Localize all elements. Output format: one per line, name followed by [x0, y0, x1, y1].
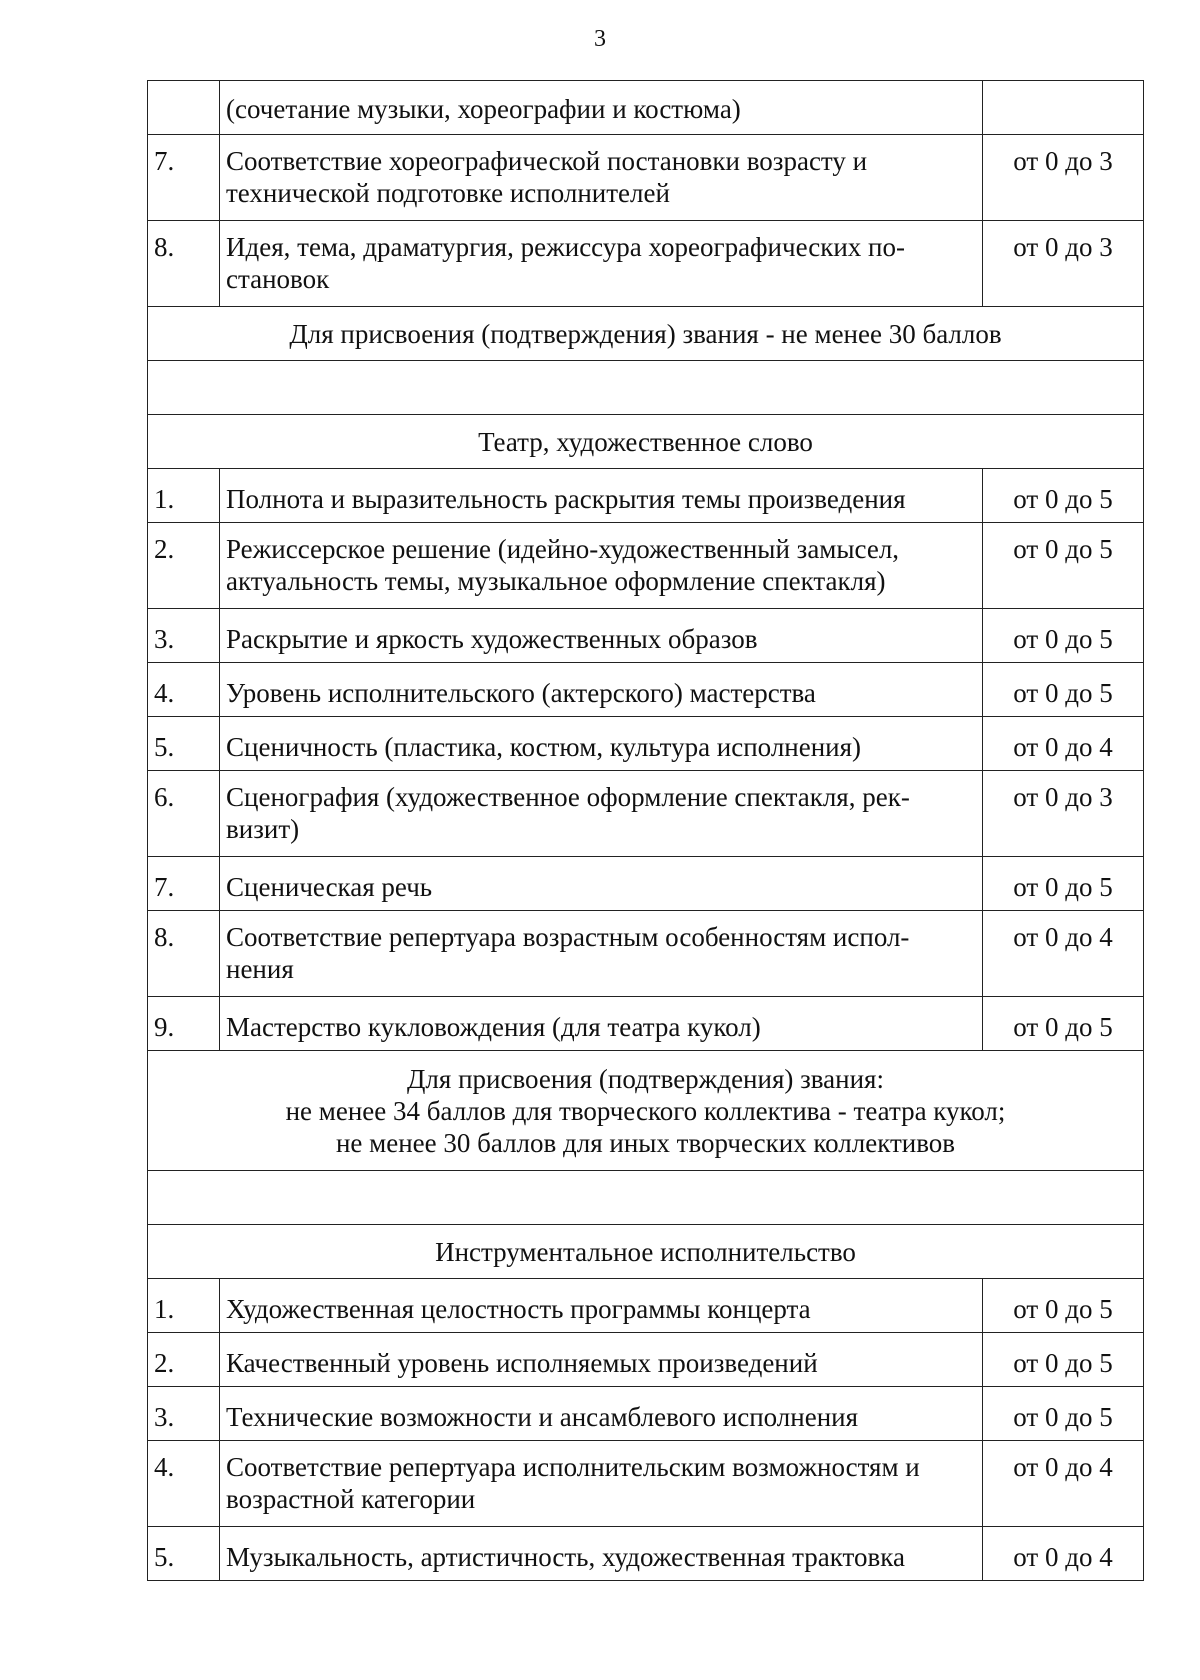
- criterion-text: Соответствие репертуара возрастным особенностям испол-нения: [220, 911, 983, 997]
- section-header-row: [148, 1225, 1144, 1279]
- criterion-text: (сочетание музыки, хореографии и костюма): [220, 81, 983, 135]
- requirement-text: [148, 1051, 1144, 1171]
- score-range: от 0 до 5: [983, 1279, 1144, 1333]
- table-row: [148, 1279, 1144, 1333]
- criterion-text: Технические возможности и ансамблевого исполнения: [220, 1387, 983, 1441]
- row-number: 5.: [148, 717, 220, 771]
- score-range: от 0 до 5: [983, 1387, 1144, 1441]
- table-row: [148, 997, 1144, 1051]
- requirement-line: не менее 30 баллов для иных творческих коллективов: [335, 1127, 956, 1158]
- table-row: [148, 135, 1144, 221]
- section-title: Театр, художественное слово: [148, 415, 1144, 469]
- score-range: от 0 до 5: [983, 1333, 1144, 1387]
- criterion-text: Сценическая речь: [220, 857, 983, 911]
- score-range: от 0 до 5: [983, 997, 1144, 1051]
- empty-row: [148, 361, 1144, 415]
- score-range: от 0 до 5: [983, 609, 1144, 663]
- table-row: [148, 911, 1144, 997]
- row-number: 7.: [148, 135, 220, 221]
- score-range: от 0 до 5: [983, 663, 1144, 717]
- table-row: [148, 523, 1144, 609]
- requirement-line: Для присвоения (подтверждения) звания:: [407, 1063, 884, 1094]
- criterion-text: Идея, тема, драматургия, режиссура хореографических по-становок: [220, 221, 983, 307]
- row-number: 2.: [148, 1333, 220, 1387]
- row-number: 7.: [148, 857, 220, 911]
- score-range: от 0 до 3: [983, 771, 1144, 857]
- table-row: [148, 663, 1144, 717]
- criterion-text: Художественная целостность программы концерта: [220, 1279, 983, 1333]
- requirement-text: [148, 307, 1144, 361]
- criterion-text: Уровень исполнительского (актерского) мастерства: [220, 663, 983, 717]
- page-number: 3: [594, 26, 606, 52]
- row-number: 5.: [148, 1527, 220, 1581]
- score-range: от 0 до 4: [983, 911, 1144, 997]
- row-number: 8.: [148, 911, 220, 997]
- row-number: 1.: [148, 469, 220, 523]
- requirement-line: Для присвоения (подтверждения) звания - не менее 30 баллов: [289, 318, 1002, 349]
- row-number: 4.: [148, 663, 220, 717]
- criterion-text: Полнота и выразительность раскрытия темы произведения: [220, 469, 983, 523]
- table-row: [148, 717, 1144, 771]
- row-number: 8.: [148, 221, 220, 307]
- score-range: от 0 до 4: [983, 1441, 1144, 1527]
- row-number: 2.: [148, 523, 220, 609]
- criterion-text: Мастерство кукловождения (для театра кукол): [220, 997, 983, 1051]
- empty-row: [148, 1171, 1144, 1225]
- section-title: Инструментальное исполнительство: [148, 1225, 1144, 1279]
- table-row: [148, 81, 1144, 135]
- section-header-row: [148, 415, 1144, 469]
- score-range: от 0 до 4: [983, 717, 1144, 771]
- row-number: 6.: [148, 771, 220, 857]
- table-row: [148, 221, 1144, 307]
- score-range: от 0 до 3: [983, 221, 1144, 307]
- score-range: [983, 81, 1144, 135]
- criterion-text: Режиссерское решение (идейно-художественный замысел, актуальность темы, музыкальное оформление спектакля): [220, 523, 983, 609]
- table-row: [148, 609, 1144, 663]
- table-row: [148, 1441, 1144, 1527]
- criterion-text: Музыкальность, артистичность, художественная трактовка: [220, 1527, 983, 1581]
- table-row: [148, 857, 1144, 911]
- criterion-text: Раскрытие и яркость художественных образов: [220, 609, 983, 663]
- table-row: [148, 1387, 1144, 1441]
- empty-cell: [148, 1171, 1144, 1225]
- score-range: от 0 до 5: [983, 469, 1144, 523]
- score-range: от 0 до 4: [983, 1527, 1144, 1581]
- criterion-text: Качественный уровень исполняемых произведений: [220, 1333, 983, 1387]
- row-number: [148, 81, 220, 135]
- requirement-row: [148, 307, 1144, 361]
- row-number: 4.: [148, 1441, 220, 1527]
- criterion-text: Соответствие репертуара исполнительским возможностям и возрастной категории: [220, 1441, 983, 1527]
- row-number: 3.: [148, 1387, 220, 1441]
- criterion-text: Сценография (художественное оформление спектакля, рек-визит): [220, 771, 983, 857]
- table-row: [148, 1527, 1144, 1581]
- requirement-row: [148, 1051, 1144, 1171]
- row-number: 3.: [148, 609, 220, 663]
- criterion-text: Соответствие хореографической постановки возрасту и технической подготовке исполнителей: [220, 135, 983, 221]
- table-row: [148, 1333, 1144, 1387]
- score-range: от 0 до 5: [983, 857, 1144, 911]
- row-number: 1.: [148, 1279, 220, 1333]
- score-range: от 0 до 3: [983, 135, 1144, 221]
- table-row: [148, 771, 1144, 857]
- score-range: от 0 до 5: [983, 523, 1144, 609]
- row-number: 9.: [148, 997, 220, 1051]
- requirement-line: не менее 34 баллов для творческого коллектива - театра кукол;: [285, 1095, 1006, 1126]
- criterion-text: Сценичность (пластика, костюм, культура исполнения): [220, 717, 983, 771]
- table-row: [148, 469, 1144, 523]
- empty-cell: [148, 361, 1144, 415]
- criteria-table: [147, 80, 1144, 1581]
